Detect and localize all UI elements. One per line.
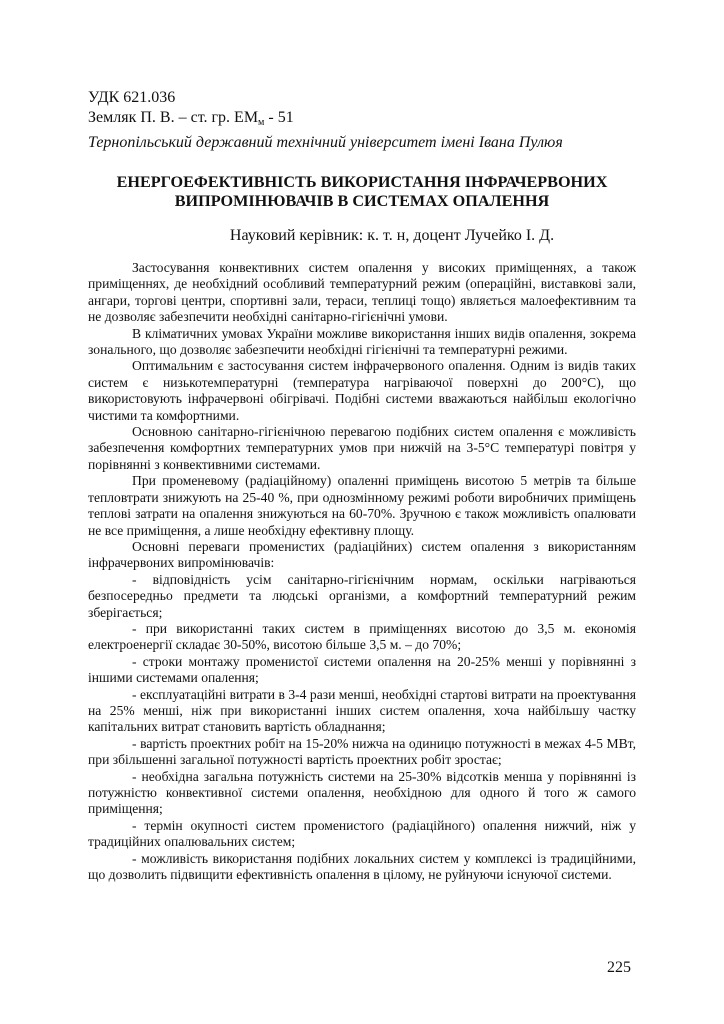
list-item: - при використанні таких систем в приміщеннях висотою до 3,5 м. економія електроенергії складає 30-50%, висотою більше 3,5 м. – до 70%; xyxy=(88,620,636,653)
page-number: 225 xyxy=(607,959,631,976)
body-text xyxy=(88,260,636,883)
title-line-2: ВИПРОМІНЮВАЧІВ В СИСТЕМАХ ОПАЛЕННЯ xyxy=(174,192,550,210)
supervisor: Науковий керівник: к. т. н, доцент Лучейко І. Д. xyxy=(229,227,555,244)
list-item: - вартість проектних робіт на 15-20% нижча на одиницю потужності в межах 4-5 МВт, при збільшенні загальної потужності вартість проектних робіт зростає; xyxy=(88,735,636,768)
paper-title xyxy=(88,173,636,211)
author-name: Земляк П. В. – ст. гр. ЕМ xyxy=(88,109,259,126)
list-item: - експлуатаційні витрати в 3-4 рази менші, необхідні стартові витрати на проектування на 25% менші, ніж при використанні інших систем опалення, хоча найбільшу частку капітальних витрат становить вартість обладнання; xyxy=(88,686,636,735)
paragraph: Основні переваги променистих (радіаційних) систем опалення з використанням інфрачервоних випромінювачів: xyxy=(88,538,636,571)
list-item: - строки монтажу променистої системи опалення на 20-25% менші у порівнянні з іншими системами опалення; xyxy=(88,653,636,686)
list-item: - можливість використання подібних локальних систем у комплексі із традиційними, що дозволить підвищити ефективність опалення в цілому, не руйнуючи існуючої системи. xyxy=(88,850,636,883)
list-item: - необхідна загальна потужність системи на 25-30% відсотків менша у порівнянні із потужністю конвективної системи опалення, необхідною для одного й того ж самого приміщення; xyxy=(88,768,636,817)
paragraph: При променевому (радіаційному) опаленні приміщень висотою 5 метрів та більше тепловтрати знижують на 25-40 %, при однозмінному режимі роботи виробничих приміщень теплові затрати на опалення знижуються на 60-70%. Зручною є також можливість опалювати не все приміщення, а лише необхідну ефективну площу. xyxy=(88,473,636,538)
paragraph: Застосування конвективних систем опалення у високих приміщеннях, а також приміщеннях, де необхідний особливий температурний режим (операційні, виставкові зали, ангари, торгові центри, спортивні зали, тераси, теплиці тощо) являється малоефективним та не дозволяє забезпечити необхідні санітарно-гігієнічні умови. xyxy=(88,260,636,325)
author-line xyxy=(88,108,636,133)
header-block xyxy=(88,88,636,153)
institution: Тернопільський державний технічний університет імені Івана Пулюя xyxy=(88,134,563,151)
list-item: - термін окупності систем променистого (радіаційного) опалення нижчий, ніж у традиційних опалювальних систем; xyxy=(88,817,636,850)
group-number: - 51 xyxy=(264,109,294,126)
list-item: - відповідність усім санітарно-гігієнічним нормам, оскільки нагріваються безпосередньо предмети та людські організми, а комфортний температурний режим зберігається; xyxy=(88,571,636,620)
paper-page xyxy=(88,88,636,883)
paragraph: В кліматичних умовах України можливе використання інших видів опалення, зокрема зонального, що дозволяє забезпечити необхідні гігієнічні та температурні режими. xyxy=(88,325,636,358)
group-subscript: м xyxy=(258,117,265,128)
paragraph: Основною санітарно-гігієнічною перевагою подібних систем опалення є можливість забезпечення комфортних температурних умов при нижчій на 3-5°С температурі повітря у порівнянні з конвективними системами. xyxy=(88,424,636,472)
paragraph: Оптимальним є застосування систем інфрачервоного опалення. Одним із видів таких систем є низькотемпературні (температура нагріваючої поверхні до 200°С), що використовують інфрачервоні обігрівачі. Подібні системи вважаються найбільш екологічно чистими та комфортними. xyxy=(88,358,636,423)
udk-code: УДК 621.036 xyxy=(88,89,176,106)
title-line-1: ЕНЕРГОЕФЕКТИВНІСТЬ ВИКОРИСТАННЯ ІНФРАЧЕРВОНИХ xyxy=(116,173,608,191)
